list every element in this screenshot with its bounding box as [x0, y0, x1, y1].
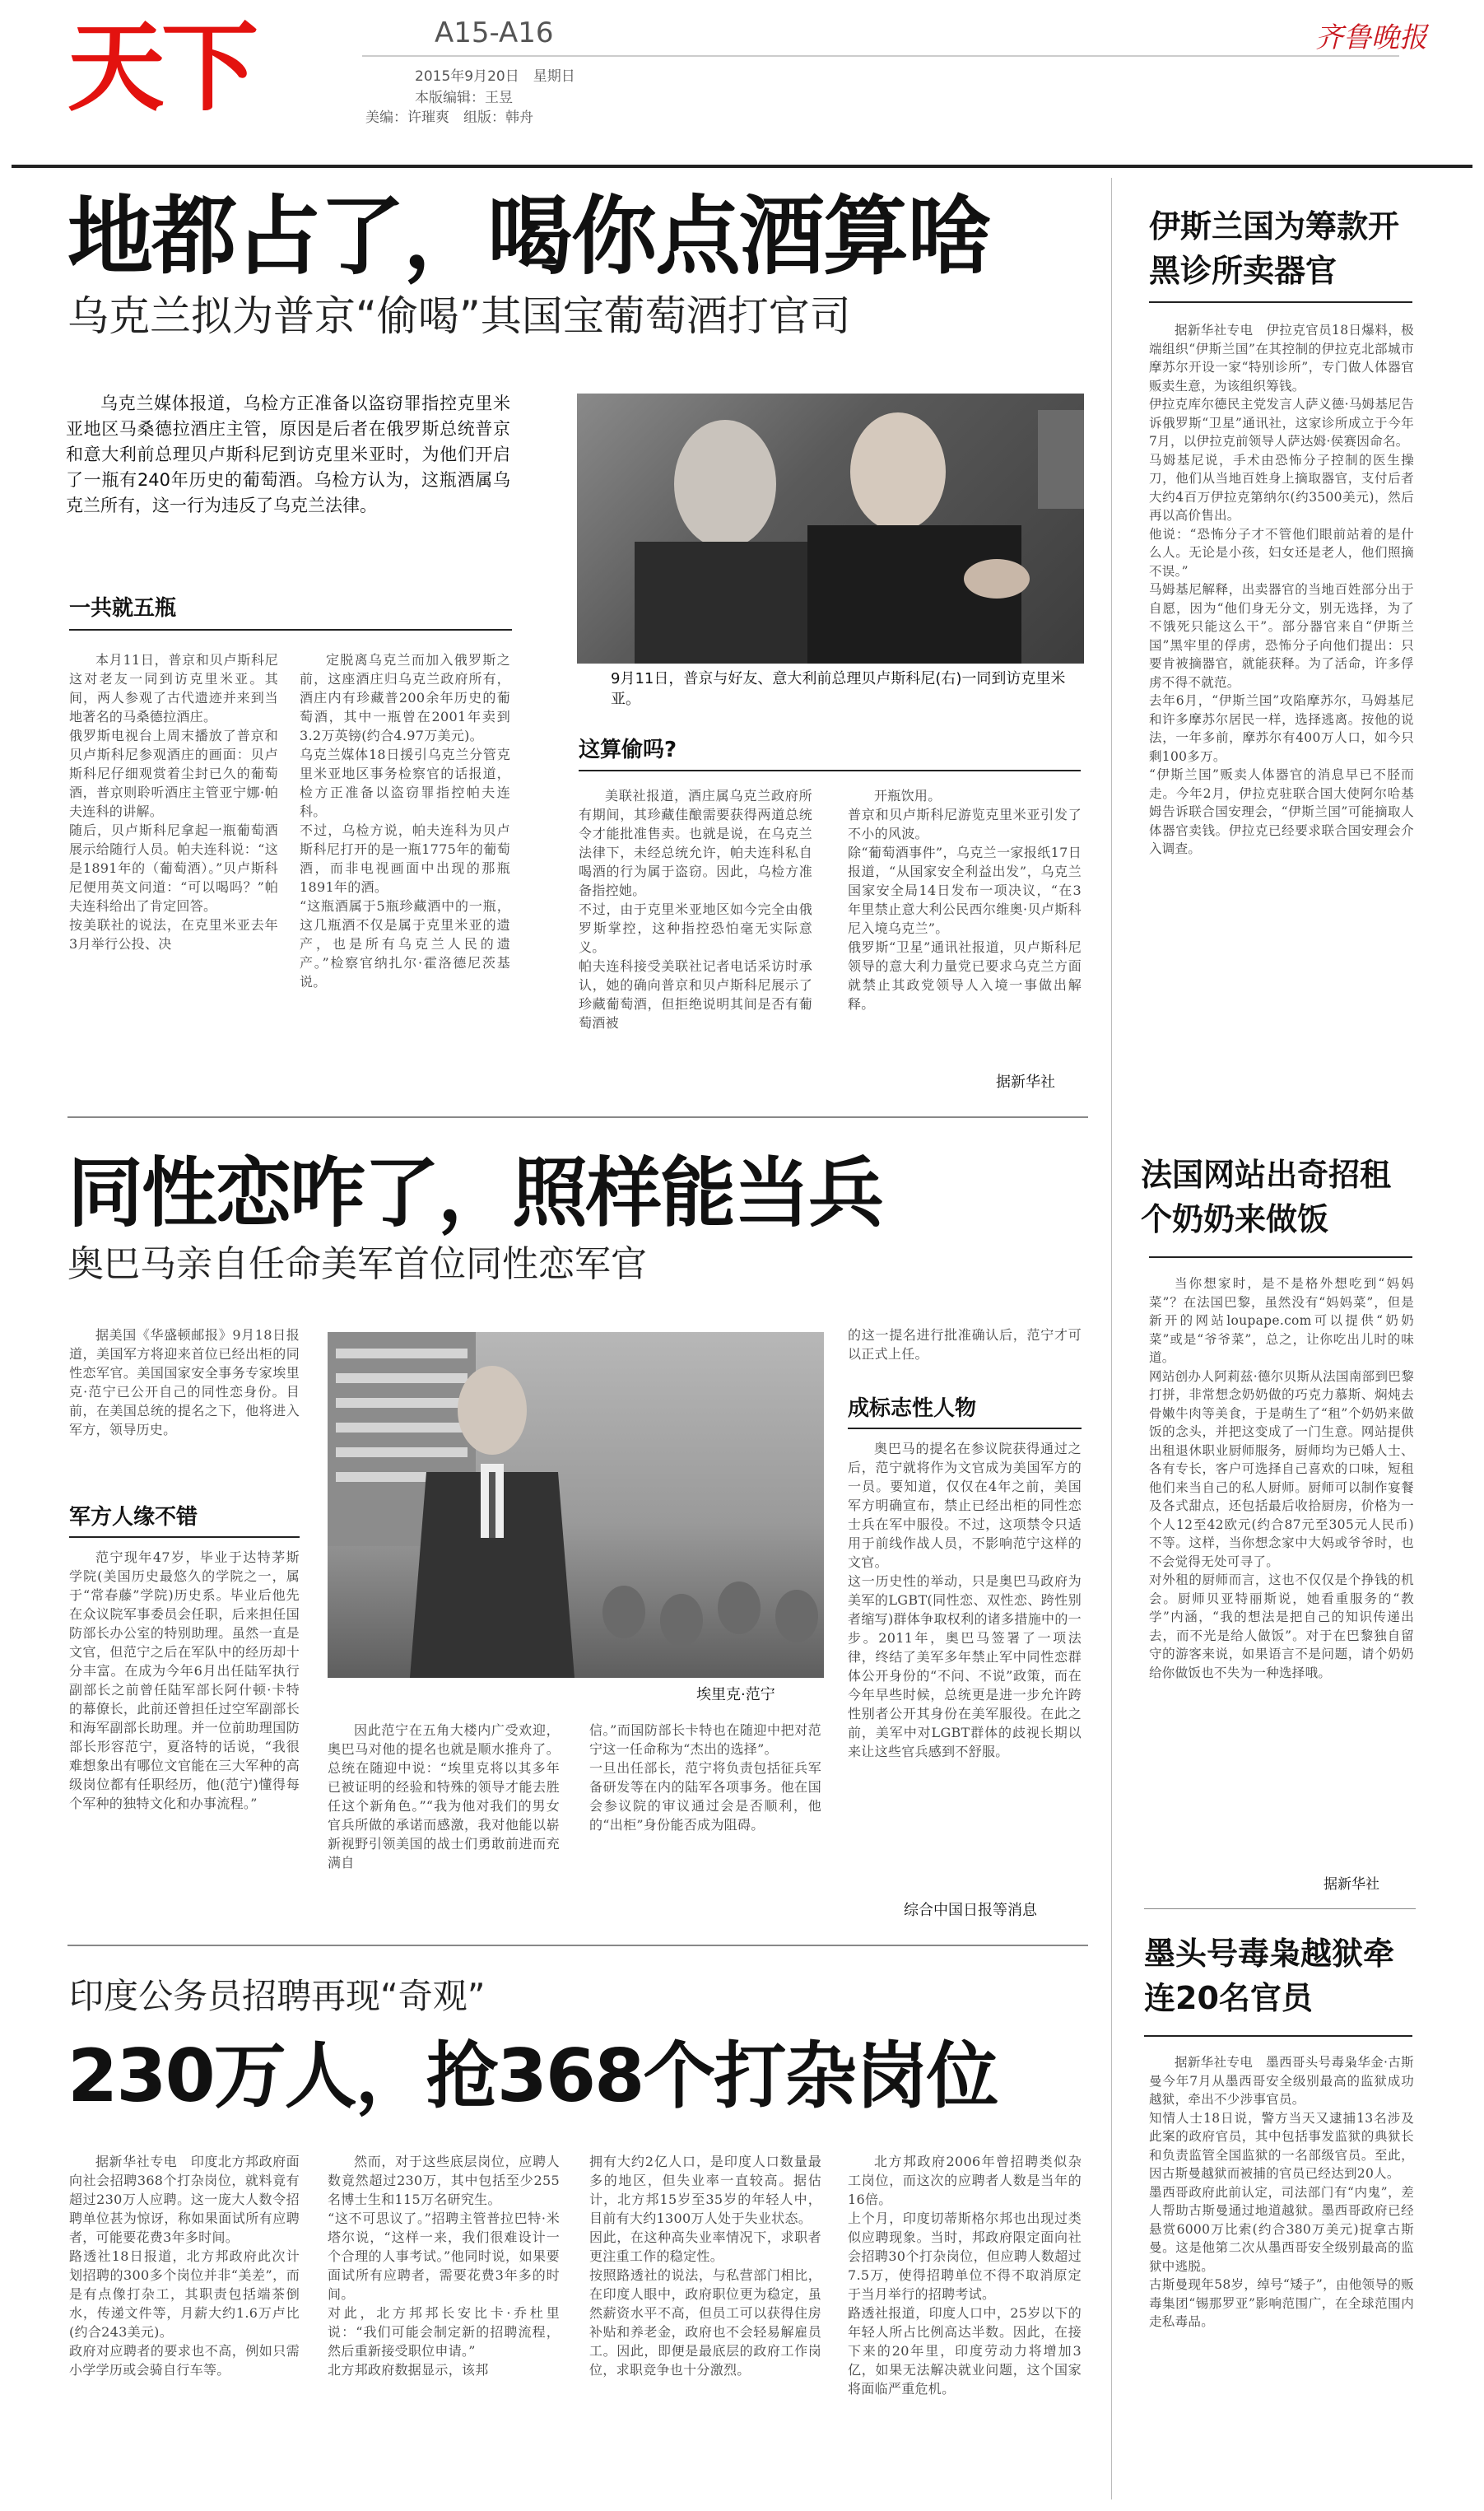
story2-credit: 综合中国日报等消息: [904, 1902, 1037, 1919]
sidebar-story2-text: 当你想家时，是不是格外想吃到“妈妈菜”？在法国巴黎，虽然没有“妈妈菜”，但是新开的网站loupape.com可以提供“奶奶菜”或是“爷爷菜”，总之，让你吃出儿时的味道。 网站创办人阿莉兹·德尔贝斯从法国南部到巴黎打拼，非常想念奶奶做的巧克力慕斯、焖炖去骨嫩牛肉等美食，于是萌生了“租”个奶奶来做饭的念头，并把这变成了一门生意。网站提供出租退休职业厨师服务，厨师均为已婚人士、各有专长，客户可选择自己喜欢的口味，短租他们来当自己的私人厨师。厨师可以制作宴餐及各式甜点，还包括最后收拾厨房，价格为一个人12至42欧元(约合87元至305元人民币)不等。这样，当你想念家中大妈或爷爷时，也不会觉得无处可寻了。 对外租的厨师而言，这也不仅仅是个挣钱的机会。厨师贝亚特丽斯说，她看重服务的“教学”内涵，“我的想法是把自己的知识传递出去，而不光是给人做饭”。对于在巴黎独自留守的游客来说，如果语言不是问题，请个奶奶给你做饭也不失为一种选择哦。: [1149, 1276, 1414, 1680]
story3-col4: 北方邦政府2006年曾招聘类似杂工岗位，而这次的应聘者人数是当年的16倍。 上个月，印度切蒂斯格尔邦也出现过类似应聘现象。当时，邦政府限定面向社会招聘30个打杂岗位，但应聘人数超过7.5万，使得招聘单位不得不取消原定于当月举行的招聘考试。 路透社报道，印度人口中，25岁以下的年轻人所占比例高达半数。因此，在接下来的20年里，印度劳动力将增加3亿，如果无法解决就业问题，这个国家将面临严重危机。: [848, 2154, 1082, 2397]
story2-section1-title: 军方人缘不错: [69, 1505, 198, 1530]
story2-section2-title: 成标志性人物: [848, 1396, 977, 1421]
story2-col3: 信。”而国防部长卡特也在随迎中把对范宁这一任命称为“杰出的选择”。 一旦出任部长，范宁将负责包括征兵军备研发等在内的陆军各项事务。他在国会参议院的审议通过会是否顺利，他的“出柜”身份能否成为阻碍。: [589, 1722, 821, 1833]
editor-line: 本版编辑：王昱: [415, 90, 513, 106]
masthead-top-rule: [362, 55, 1399, 57]
story2-col4a: 的这一提名进行批准确认后，范宁才可以正式上任。: [848, 1327, 1082, 1362]
story2-col1b: 范宁现年47岁，毕业于达特茅斯学院(美国历史最悠久的学院之一，属于“常春藤”学院)历史系。毕业后他先在众议院军事委员会任职，后来担任国防部长办公室的特别助理。虽然一直是文官，但范宁之后在军队中的经历却十分丰富。在成为今年6月出任陆军执行副部长之前曾任陆军部长阿什顿·卡特的幕僚长，此前还曾担任过空军副部长和海军副部长助理。并一位前助理国防部长形容范宁，夏洛特的话说，“我很难想象出有哪位文官能在三大军种的高级岗位都有任职经历，他(范宁)懂得每个军种的独特文化和办事流程。”: [69, 1549, 300, 1811]
section-logo: 天下: [67, 11, 256, 124]
story2-section2-rule: [848, 1428, 1082, 1429]
story1-lead: 乌克兰媒体报道，乌检方正准备以盗窃罪指控克里米亚地区马桑德拉酒庄主管，原因是后者在俄罗斯总统普京和意大利前总理贝卢斯科尼到访克里米亚时，为他们开启了一瓶有240年历史的葡萄酒。乌检方认为，这瓶酒属乌克兰所有，这一行为违反了乌克兰法律。: [66, 394, 510, 515]
masthead: [0, 0, 1484, 165]
story1-col2: 定脱离乌克兰而加入俄罗斯之前，这座酒庄归乌克兰政府所有，酒庄内有珍藏普200余年历史的葡萄酒，其中一瓶曾在2001年卖到3.2万英镑(约合4.97万美元)。 乌克兰媒体18日援引乌克兰分管克里米亚地区事务检察官的话报道，检方正准备以盗窃罪指控帕夫连科。 不过，乌检方说，帕夫连科为贝卢斯科尼打开的是一瓶1775年的葡萄酒，而非电视画面中出现的那瓶1891年的酒。 “这瓶酒属于5瓶珍藏酒中的一瓶，这几瓶酒不仅是属于克里米亚的遗产，也是所有乌克兰人民的遗产。”检察官纳扎尔·霍洛德尼茨基说。: [300, 652, 510, 990]
photo-figure: [328, 1332, 824, 1678]
sidebar-story3-rule: [1144, 2035, 1412, 2037]
sidebar-story2-credit: 据新华社: [1324, 1876, 1379, 1893]
sidebar-story1-title: 伊斯兰国为筹款开黑诊所卖器官: [1149, 208, 1400, 289]
sidebar-story1-rule: [1149, 301, 1412, 303]
story1-col1: 本月11日，普京和贝卢斯科尼这对老友一同到访克里米亚。其间，两人参观了古代遗迹并来到当地著名的马桑德拉酒庄。 俄罗斯电视台上周末播放了普京和贝卢斯科尼参观酒庄的画面：贝卢斯科尼仔细观赏着尘封已久的葡萄酒，普京则聆听酒庄主管亚宁娜·帕夫连科的讲解。 随后，贝卢斯科尼拿起一瓶葡萄酒展示给随行人员。帕夫连科说：“这是1891年的（葡萄酒）。”贝卢斯科尼便用英文问道：“可以喝吗？”帕夫连科给出了肯定回答。 按美联社的说法，在克里米亚去年3月举行公投、决: [69, 652, 278, 952]
fanning-photo-caption: 埃里克·范宁: [696, 1686, 775, 1703]
divider-story2: [67, 1945, 1088, 1946]
page-range: A15-A16: [435, 16, 554, 49]
story2-col1a: 据美国《华盛顿邮报》9月18日报道，美国军方将迎来首位已经出柜的同性恋军官。美国国家安全事务专家埃里克·范宁已公开自己的同性恋身份。目前，在美国总统的提名之下，他将进入军方，领导历史。: [69, 1327, 300, 1437]
story3-col3: 拥有大约2亿人口，是印度人口数量最多的地区，但失业率一直较高。据估计，北方邦15岁至35岁的年轻人中，目前有大约1300万人处于失业状态。 因此，在这种高失业率情况下，求职者更注重工作的稳定性。 按照路透社的说法，与私营部门相比，在印度人眼中，政府职位更为稳定，虽然薪资水平不高，但员工可以获得住房补贴和养老金，政府也不会轻易解雇员工。因此，即便是最底层的政府工作岗位，求职竞争也十分激烈。: [589, 2154, 821, 2378]
putin-berlusconi-photo: [577, 394, 1084, 664]
story2-section1-rule: [69, 1536, 300, 1538]
story3-kicker: 印度公务员招聘再现“奇观”: [69, 1976, 486, 2016]
masthead-bottom-rule: [12, 165, 1472, 168]
story1-credit: 据新华社: [996, 1074, 1055, 1091]
sidebar-story2-title: 法国网站出奇招租个奶奶来做饭: [1141, 1157, 1392, 1237]
story1-section2-rule: [579, 770, 1081, 771]
story1-col3: 美联社报道，酒庄属乌克兰政府所有期间，其珍藏佳酿需要获得两道总统令才能批准售卖。也就是说，在乌克兰法律下，未经总统允许，帕夫连科私自喝酒的行为属于盗窃。因此，乌检方准备指控她。 不过，由于克里米亚地区如今完全由俄罗斯掌控，这种指控恐怕毫无实际意义。 帕夫连科接受美联社记者电话采访时承认，她的确向普京和贝卢斯科尼展示了珍藏葡萄酒，但拒绝说明其间是否有葡萄酒被: [579, 788, 812, 1031]
story2-subhead: 奥巴马亲自任命美军首位同性恋军官: [67, 1243, 647, 1285]
paper-name-logo: 齐鲁晚报: [1315, 21, 1427, 54]
story1-section1-title: 一共就五瓶: [69, 596, 177, 621]
photo-figures: [577, 394, 1084, 664]
putin-photo-caption: 9月11日，普京与好友、意大利前总理贝卢斯科尼(右)一同到访克里米亚。: [611, 670, 1066, 708]
sidebar-divider: [1144, 1908, 1416, 1909]
design-line: 美编：许璀爽 组版：韩舟: [365, 109, 533, 126]
eric-fanning-photo: [328, 1332, 824, 1678]
story3-col1: 据新华社专电 印度北方邦政府面向社会招聘368个打杂岗位，就料竟有超过230万人应聘。这一庞大人数令招聘单位甚为惊讶，称如果面试所有应聘者，可能要花费3年多时间。 路透社18日报道，北方邦政府此次计划招聘的300多个岗位并非“美差”，而是有点像打杂工，其职责包括端茶倒水，传递文件等，月薪大约1.6万卢比(约合243美元)。 政府对应聘者的要求也不高，例如只需小学学历或会骑自行车等。: [69, 2154, 300, 2378]
sidebar-story3-text: 据新华社专电 墨西哥头号毒枭华金·古斯曼今年7月从墨西哥安全级别最高的监狱成功越狱，牵出不少涉事官员。 知情人士18日说，警方当天又逮捕13名涉及此案的政府官员，其中包括事发监狱的典狱长和负责监管全国监狱的一名部级官员。至此，因古斯曼越狱而被捕的官员已经达到20人。 墨西哥政府此前认定，司法部门有“内鬼”，差人帮助古斯曼通过地道越狱。墨西哥政府已经悬赏6000万比索(约合380万美元)捉拿古斯曼。这是他第二次从墨西哥安全级别最高的监狱中逃脱。 古斯曼现年58岁，绰号“矮子”，由他领导的贩毒集团“锡那罗亚”影响范围广，在全球范围内走私毒品。: [1149, 2055, 1414, 2329]
sidebar-story3-title: 墨头号毒枭越狱牵连20名官员: [1144, 1936, 1395, 2016]
story1-headline: 地都占了，喝你点酒算啥: [67, 186, 992, 287]
sidebar-story2-rule: [1149, 1256, 1412, 1258]
divider-story1: [67, 1116, 1088, 1118]
sidebar-story1-text: 据新华社专电 伊拉克官员18日爆料，极端组织“伊斯兰国”在其控制的伊拉克北部城市摩苏尔开设一家“特别诊所”，专门做人体器官贩卖生意，为该组织筹钱。 伊拉克库尔德民主党发言人萨义德·马姆基尼告诉俄罗斯“卫星”通讯社，这家诊所成立于今年7月，以伊拉克前领导人萨达姆·侯赛因命名。 马姆基尼说，手术由恐怖分子控制的医生操刀，他们从当地百姓身上摘取器官，支付后者大约4百万伊拉克第纳尔(约3500美元)，然后再以高价售出。 他说：“恐怖分子才不管他们眼前站着的是什么人。无论是小孩，妇女还是老人，他们照摘不误。” 马姆基尼解释，出卖器官的当地百姓部分出于自愿，因为“他们身无分文，别无选择，为了不饿死只能这么干”。部分器官来自“伊斯兰国”黑牢里的俘虏，恐怖分子向他们提出：只要肯被摘器官，就能获释。为了活命，许多俘虏不得不就范。 去年6月，“伊斯兰国”攻陷摩苏尔，马姆基尼和许多摩苏尔居民一样，选择逃离。按他的说法，一年多前，摩苏尔有400万人口，如今只剩100多万。 “伊斯兰国”贩卖人体器官的消息早已不胫而走。今年2月，伊拉克驻联合国大使阿尔哈基姆告诉联合国安理会，“伊斯兰国”可能摘取人体器官卖钱。伊拉克已经要求联合国安理会介入调查。: [1149, 323, 1414, 856]
story3-col2: 然而，对于这些底层岗位，应聘人数竟然超过230万，其中包括至少255名博士生和115万名研究生。 “这不可思议了。”招聘主管普拉巴特·米塔尔说，“这样一来，我们很难设计一个合理的人事考试。”他同时说，如果要面试所有应聘者，需要花费3年多的时间。 对此，北方邦邦长安比卡·乔杜里说：“我们可能会制定新的招聘流程，然后重新接受职位申请。” 北方邦政府数据显示，该邦: [328, 2154, 560, 2378]
story2-headline: 同性恋咋了，照样能当兵: [67, 1149, 883, 1237]
story2-col2: 因此范宁在五角大楼内广受欢迎，奥巴马对他的提名也就是顺水推舟了。总统在随迎中说：“埃里克将以其多年已被证明的经验和特殊的领导才能去胜任这个新角色。”“我为他对我们的男女官兵所做的承诺而感激，我对他能以崭新视野引领美国的战士们勇敢前进而充满自: [328, 1722, 560, 1870]
story2-col4b: 奥巴马的提名在参议院获得通过之后，范宁就将作为文官成为美国军方的一员。要知道，仅仅在4年之前，美国军方明确宣布，禁止已经出柜的同性恋士兵在军中服役。不过，这项禁令只适用于前线作战人员，不影响范宁这样的文官。 这一历史性的举动，只是奥巴马政府为美军的LGBT(同性恋、双性恋、跨性别者缩写)群体争取权利的诸多措施中的一步。2011年，奥巴马签署了一项法律，终结了美军多年禁止军中同性恋群体公开身份的“不问、不说”政策，而在今年早些时候，总统更是进一步允许跨性别者公开其身份在美军服役。在此之前，美军中对LGBT群体的歧视长期以来让这些官兵感到不舒服。: [848, 1441, 1082, 1759]
story3-headline: 230万人，抢368个打杂岗位: [67, 2033, 998, 2118]
sidebar-vertical-rule: [1111, 178, 1112, 2499]
date-line: 2015年9月20日 星期日: [415, 68, 575, 85]
story1-section2-title: 这算偷吗?: [579, 738, 677, 762]
story1-subhead: 乌克兰拟为普京“偷喝”其国宝葡萄酒打官司: [67, 292, 851, 340]
story1-col4: 开瓶饮用。 普京和贝卢斯科尼游览克里米亚引发了不小的风波。 除“葡萄酒事件”，乌克兰一家报纸17日报道，“从国家安全利益出发”，乌克兰国家安全局14日发布一项决议，“在3年里禁止意大利公民西尔维奥·贝卢斯科尼入境乌克兰”。 俄罗斯“卫星”通讯社报道，贝卢斯科尼领导的意大利力量党已要求乌克兰方面就禁止其政党领导人入境一事做出解释。: [848, 788, 1082, 1012]
story1-section1-rule: [69, 629, 512, 631]
